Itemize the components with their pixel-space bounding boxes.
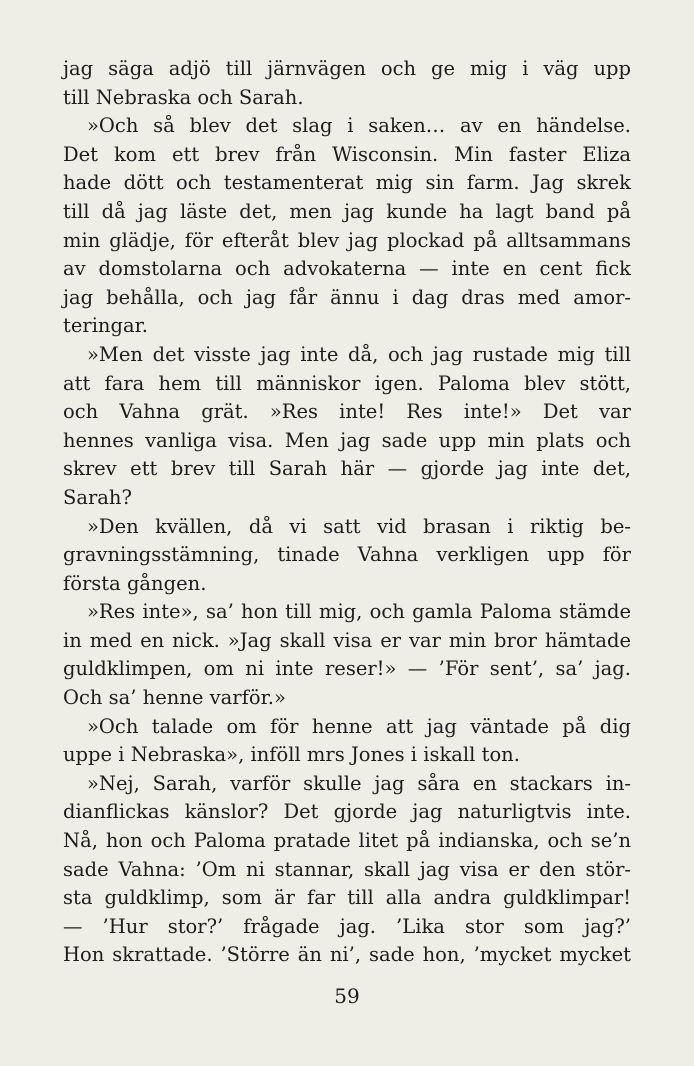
text-line: »Nej, Sarah, varför skulle jag såra en stackars in- [87, 771, 631, 795]
text-line: sade Vahna: ’Om ni stannar, skall jag visa er den stör- [63, 857, 631, 881]
text-line: — ’Hur stor?’ frågade jag. ’Lika stor som jag?’ [63, 914, 631, 938]
text-line: hade dött och testamenterat mig sin farm. Jag skrek [63, 171, 631, 195]
text-line: av domstolarna och advokaterna — inte en cent fick [63, 257, 631, 281]
text-line: och Vahna grät. »Res inte! Res inte!» Det var [63, 400, 631, 424]
text-line: Sarah? [63, 485, 132, 509]
text-line: att fara hem till människor igen. Paloma blev stött, [63, 371, 631, 395]
text-line: min glädje, för efteråt blev jag plockad på alltsammans [63, 228, 631, 252]
text-line: »Res inte», sa’ hon till mig, och gamla Paloma stämde [87, 600, 631, 624]
book-page-text [63, 55, 631, 970]
text-line: »Den kvällen, då vi satt vid brasan i riktig be- [87, 514, 631, 538]
text-line: hennes vanliga visa. Men jag sade upp min plats och [63, 428, 631, 452]
text-line: »Och talade om för henne att jag väntade på dig [87, 714, 631, 738]
text-line: »Men det visste jag inte då, och jag rustade mig till [87, 342, 631, 366]
text-line: sta guldklimp, som är far till alla andra guldklimpar! [63, 886, 631, 910]
text-line: teringar. [63, 314, 148, 338]
text-line: »Och så blev det slag i saken… av en händelse. [87, 114, 631, 138]
text-line: jag säga adjö till järnvägen och ge mig i väg upp [63, 57, 631, 80]
text-line: Hon skrattade. ’Större än ni’, sade hon, ’mycket mycket [63, 943, 631, 967]
text-line: Och sa’ henne varför.» [63, 686, 286, 710]
text-line: uppe i Nebraska», inföll mrs Jones i iskall ton. [63, 743, 520, 767]
text-line: första gången. [63, 571, 207, 595]
text-line: in med en nick. »Jag skall visa er var min bror hämtade [63, 628, 631, 652]
text-line: jag behålla, och jag får ännu i dag dras med amor- [63, 285, 631, 309]
text-line: gravningsstämning, tinade Vahna verkligen upp för [63, 543, 631, 567]
text-line: till Nebraska och Sarah. [63, 85, 304, 109]
text-line: guldklimpen, om ni inte reser!» — ’För sent’, sa’ jag. [63, 657, 631, 681]
text-line: till då jag läste det, men jag kunde ha lagt band på [63, 199, 631, 223]
text-line: dianflickas känslor? Det gjorde jag naturligtvis inte. [63, 800, 631, 824]
text-line: skrev ett brev till Sarah här — gjorde jag inte det, [63, 457, 631, 481]
text-line: Nå, hon och Paloma pratade litet på indianska, och se’n [63, 829, 631, 853]
page-number: 59 [334, 984, 360, 1008]
text-line: Det kom ett brev från Wisconsin. Min faster Eliza [63, 142, 631, 166]
